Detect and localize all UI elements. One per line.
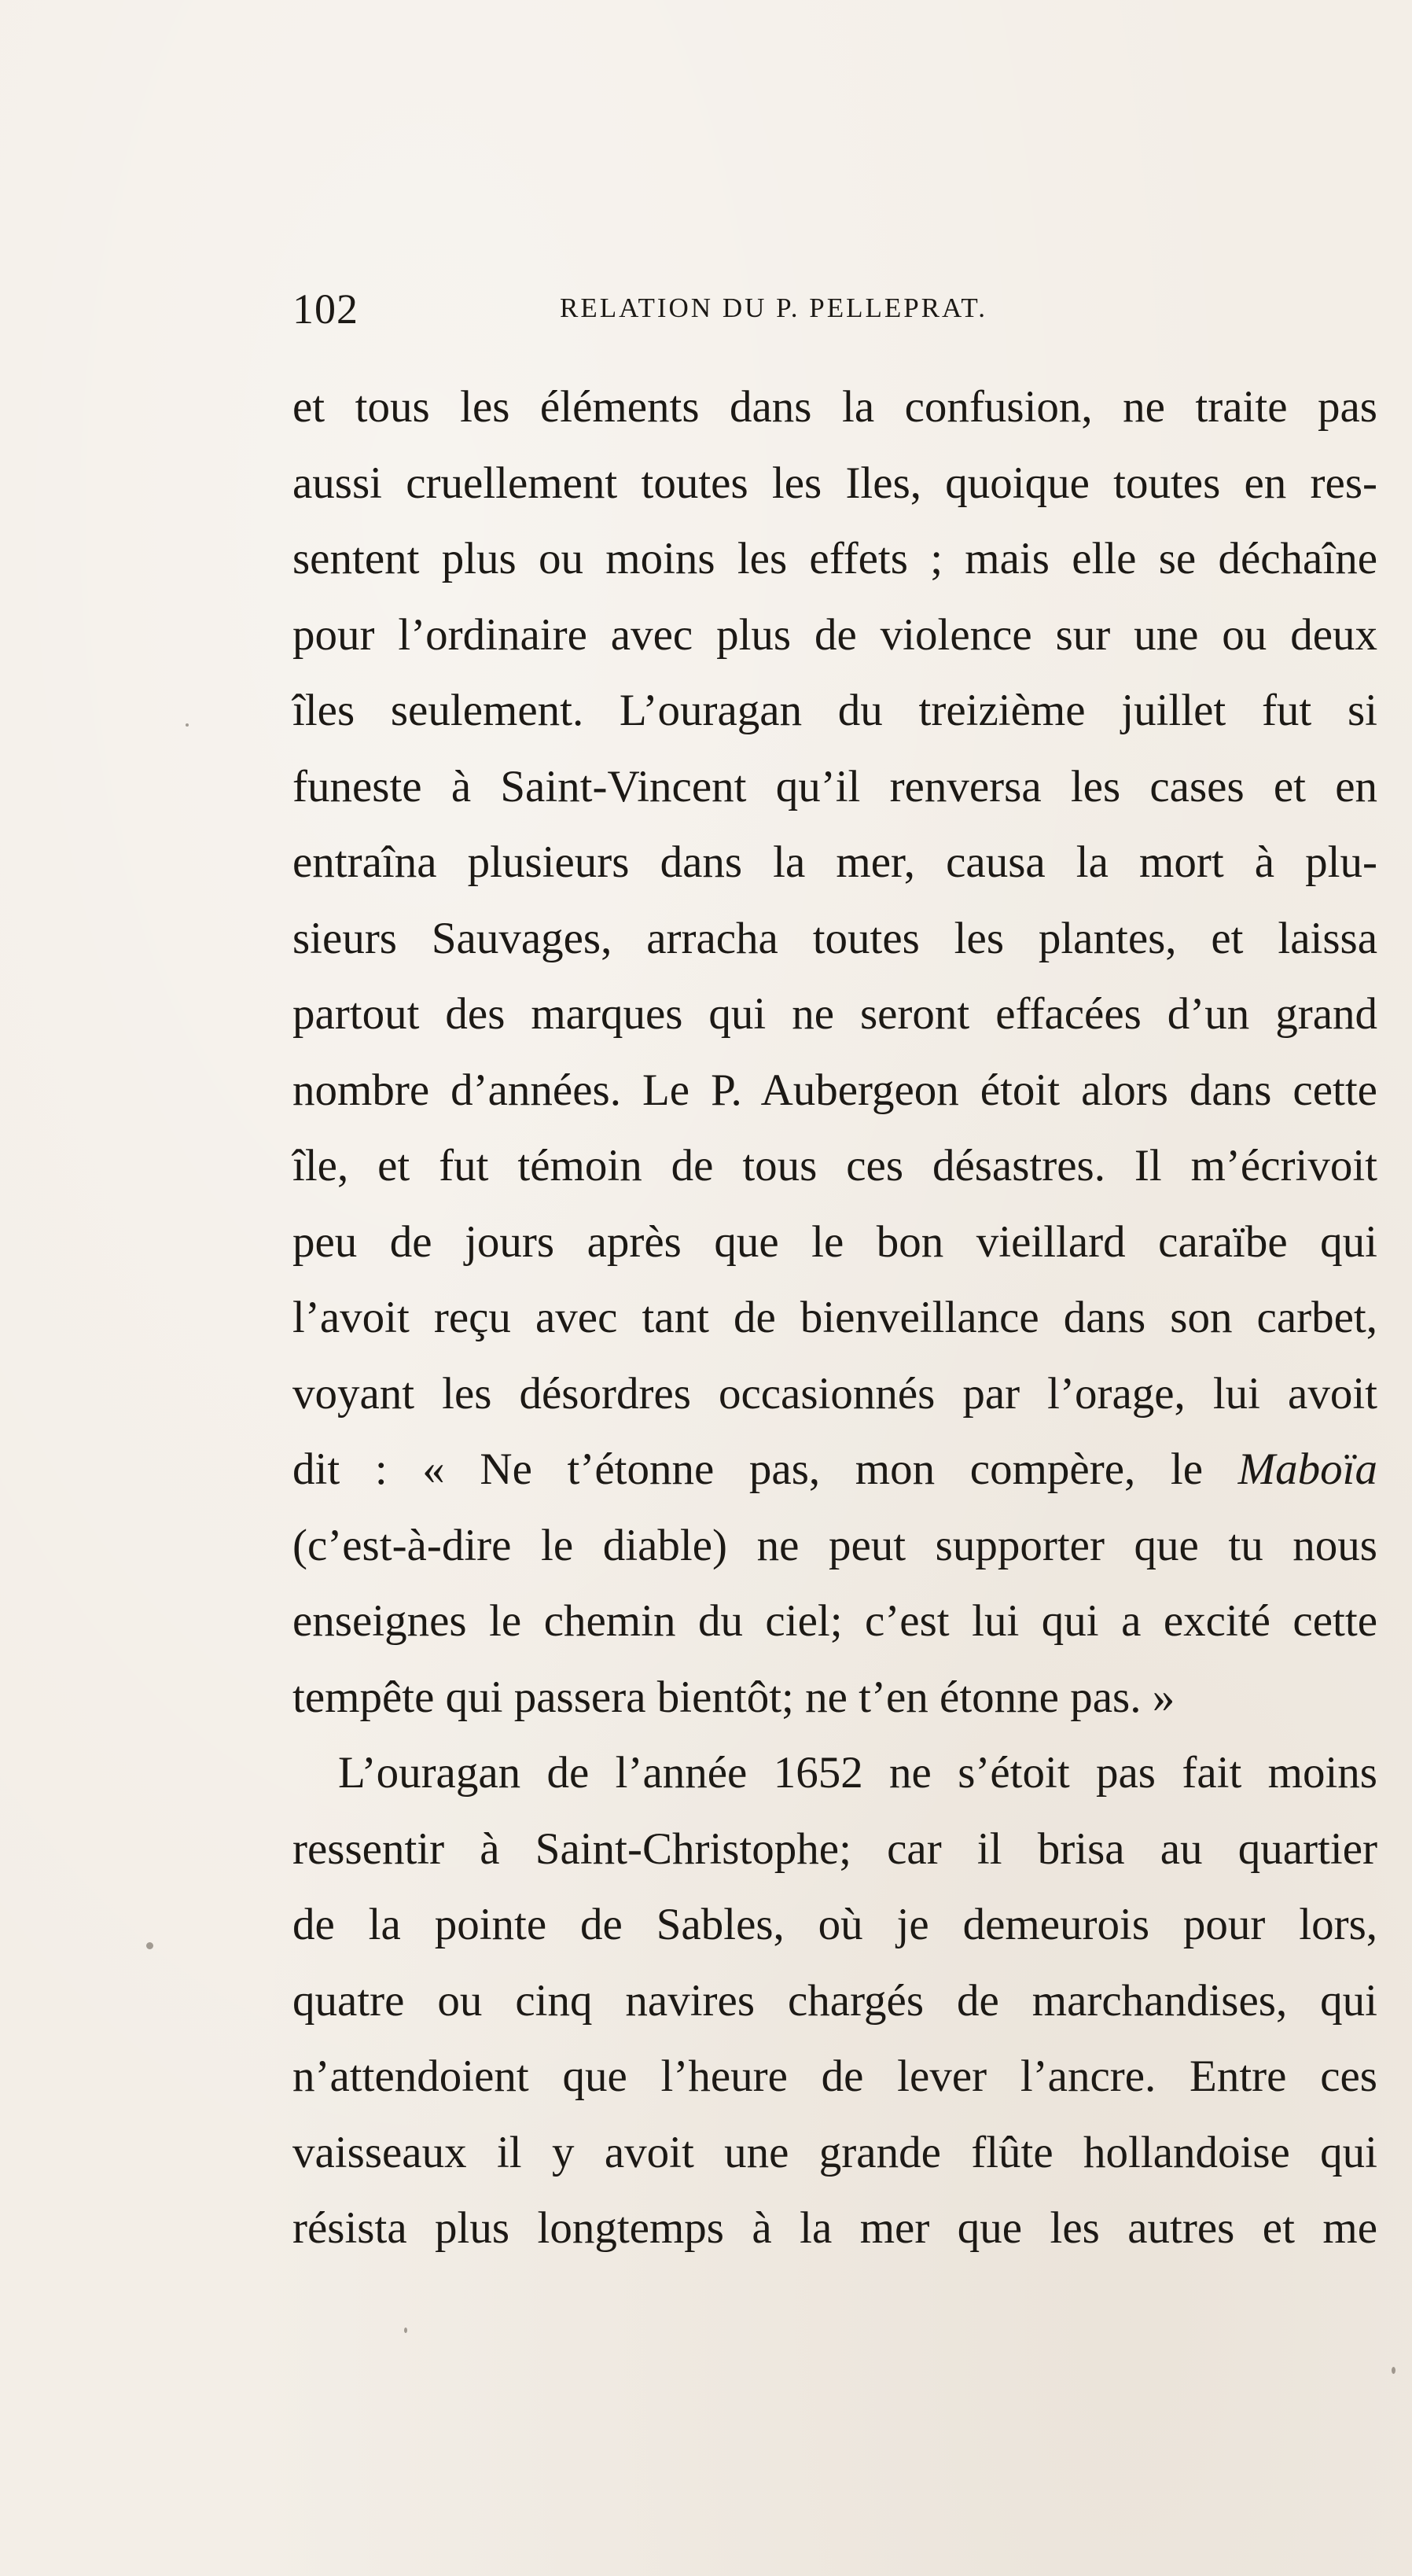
text-line: et tous les éléments dans la confusion, ne traite pas (292, 382, 1377, 432)
paper-speck (404, 2328, 407, 2333)
text-line: partout des marques qui ne seront effacées d’un grand (292, 989, 1377, 1039)
text-line: sentent plus ou moins les effets ; mais elle se déchaîne (292, 534, 1377, 583)
text-line: îles seulement. L’ouragan du treizième juillet fut si (292, 686, 1377, 735)
text-line: ressentir à Saint-Christophe; car il brisa au quartier (292, 1823, 1377, 1874)
paper-speck (1392, 2367, 1395, 2374)
page-number: 102 (292, 285, 359, 333)
text-line: voyant les désordres occasionnés par l’orage, lui avoit (292, 1368, 1377, 1419)
text-line: sieurs Sauvages, arracha toutes les plantes, et laissa (292, 913, 1377, 963)
text-line: vaisseaux il y avoit une grande flûte hollandoise qui (292, 2127, 1377, 2177)
paragraph-start-line: L’ouragan de l’année 1652 ne s’étoit pas fait moins (338, 1748, 1377, 1798)
text-line-with-italic: dit : « Ne t’étonne pas, mon compère, le Maboïa (292, 1444, 1377, 1494)
text-line: enseignes le chemin du ciel; c’est lui qui a excité cette (292, 1596, 1377, 1646)
text-line: nombre d’années. Le P. Aubergeon étoit alors dans cette (292, 1065, 1377, 1115)
text-line: (c’est-à-dire le diable) ne peut supporter que tu nous (292, 1520, 1377, 1570)
italic-term: Maboïa (1237, 1444, 1377, 1494)
running-head: RELATION DU P. PELLEPRAT. (560, 293, 987, 323)
text-line: de la pointe de Sables, où je demeurois pour lors, (292, 1900, 1377, 1949)
text-line: aussi cruellement toutes les Iles, quoique toutes en res- (292, 458, 1377, 508)
text-line: pour l’ordinaire avec plus de violence sur une ou deux (292, 609, 1377, 660)
text-line: entraîna plusieurs dans la mer, causa la mort à plu- (292, 837, 1377, 887)
text-line: quatre ou cinq navires chargés de marchandises, qui (292, 1975, 1377, 2026)
paper-speck (146, 1942, 153, 1949)
body-text (292, 370, 1377, 2267)
text-line: tempête qui passera bientôt; ne t’en étonne pas. » (292, 1672, 1175, 1722)
text-line: résista plus longtemps à la mer que les autres et me (292, 2203, 1377, 2253)
text-line: funeste à Saint-Vincent qu’il renversa les cases et en (292, 761, 1377, 811)
text-line: île, et fut témoin de tous ces désastres. Il m’écrivoit (292, 1141, 1377, 1190)
text-line: n’attendoient que l’heure de lever l’ancre. Entre ces (292, 2052, 1377, 2101)
text-line: peu de jours après que le bon vieillard caraïbe qui (292, 1216, 1377, 1267)
text-line: l’avoit reçu avec tant de bienveillance dans son carbet, (292, 1293, 1377, 1342)
paper-speck (186, 723, 189, 727)
page-header (292, 285, 1096, 340)
